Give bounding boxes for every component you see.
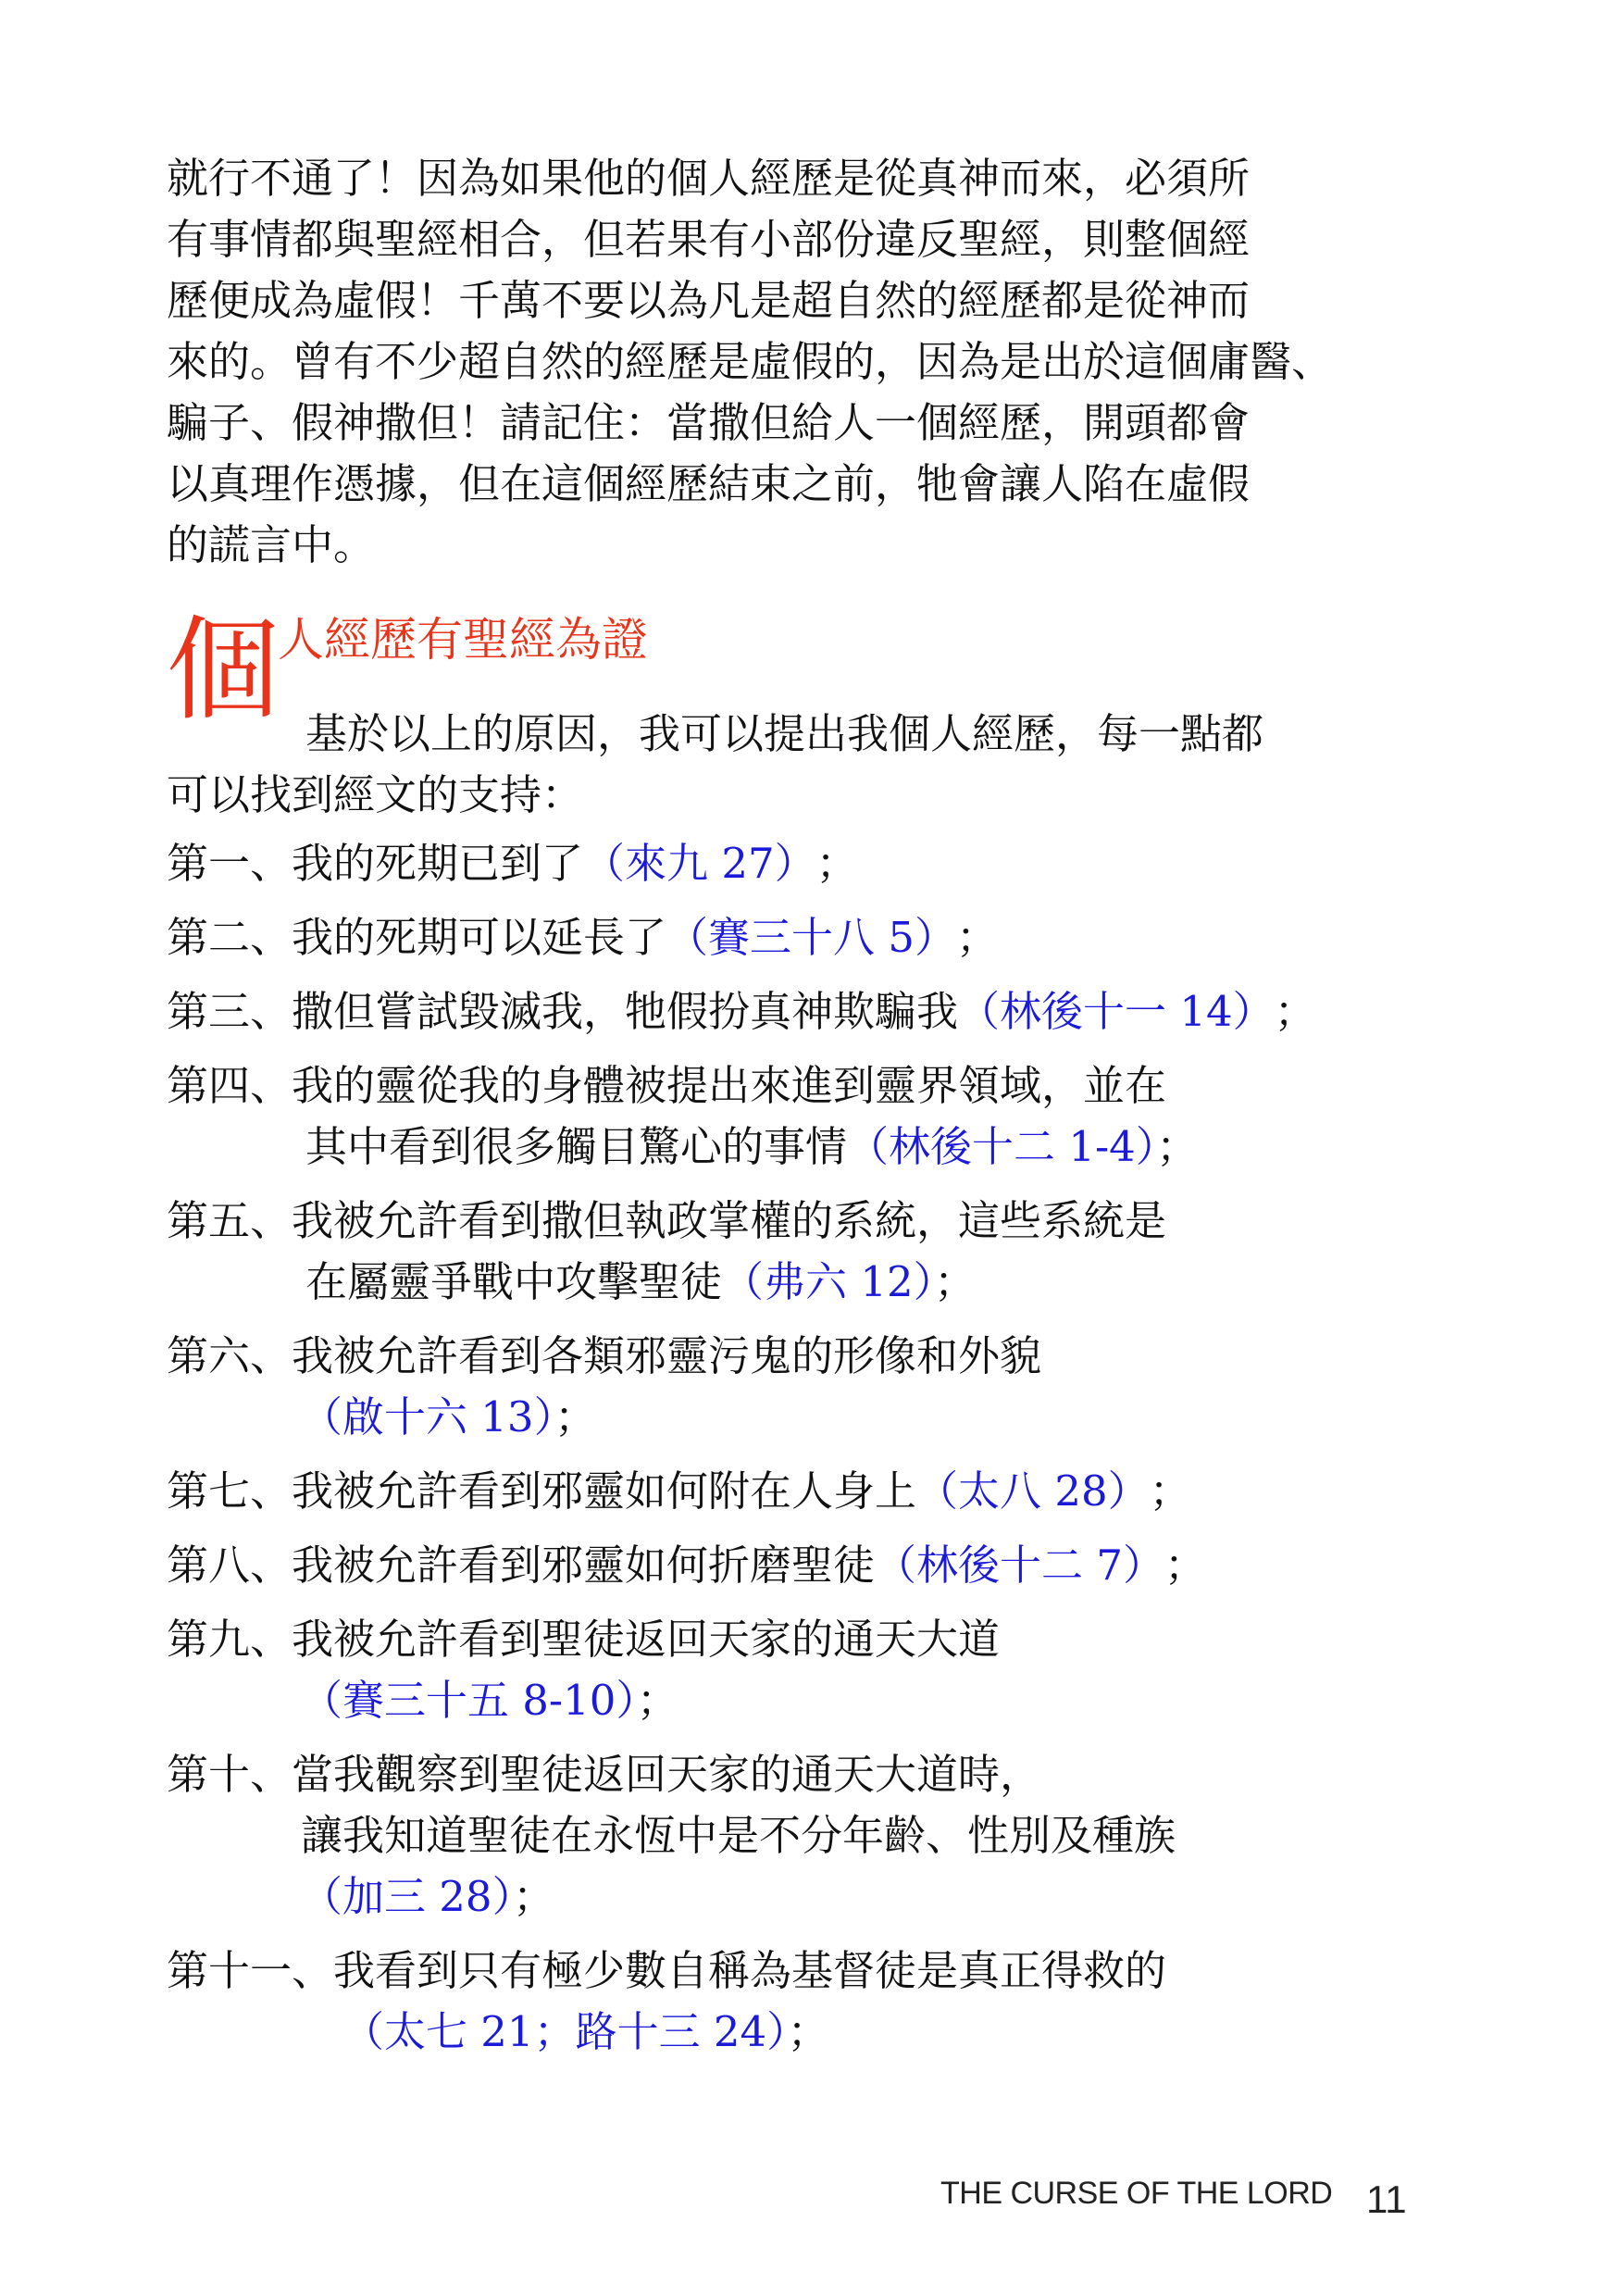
item-text: 我的靈從我的身體被提出來進到靈界領域，並在 [292,1061,1167,1110]
item-end: ； [513,1872,555,1921]
scripture-reference: （林後十二 1-4） [847,1122,1157,1171]
item-text: 我看到只有極少數自稱為基督徒是真正得救的 [333,1946,1167,1995]
section-dropcap: 個 [167,605,280,736]
item-end: ； [934,1257,977,1306]
item-label: 第二、 [167,913,292,962]
item-label: 第五、 [167,1196,292,1245]
intro-line: 以真理作憑據，但在這個經歷結束之前，牠會讓人陷在虛假 [167,459,1251,508]
item-label: 第四、 [167,1061,292,1110]
item-end: ； [955,913,998,962]
section-intro-paragraph [167,704,1425,826]
list-item [167,907,1462,968]
list-item [167,833,1462,894]
section-body-line: 可以找到經文的支持： [167,770,584,819]
running-footer [940,2176,1332,2212]
list-item [167,1940,1462,2063]
scripture-reference: （太八 28） [916,1466,1150,1516]
scripture-reference: （賽三十五 8-10） [301,1676,637,1725]
scripture-reference: （弗六 12） [722,1257,935,1306]
item-text: 我被允許看到聖徒返回天家的通天大道 [292,1615,1001,1664]
evidence-list [167,833,1462,2076]
item-end: ； [1274,987,1316,1036]
item-text: 我被允許看到邪靈如何附在人身上 [292,1466,917,1516]
list-item [167,1055,1462,1178]
item-label: 第八、 [167,1541,292,1590]
list-item [167,981,1462,1042]
item-text: 當我觀察到聖徒返回天家的通天大道時， [292,1750,1042,1799]
list-item [167,1535,1462,1596]
scripture-reference: （賽三十八 5） [666,913,956,962]
item-label: 第十一、 [167,1946,334,1995]
section-heading: 人經歷有聖經為證 [278,613,648,667]
list-item [167,1191,1462,1313]
item-label: 第一、 [167,839,292,888]
item-continuation: 其中看到很多觸目驚心的事情 [305,1122,848,1171]
item-text: 我被允許看到各類邪靈污鬼的形像和外貌 [292,1331,1042,1380]
book-title: THE CURSE OF THE LORD [940,2176,1333,2211]
page-number: 11 [1366,2177,1407,2221]
section-body-line: 基於以上的原因，我可以提出我個人經歷，每一點都 [305,709,1264,758]
item-end: ； [815,839,858,888]
intro-line: 有事情都與聖經相合，但若果有小部份違反聖經，則整個經 [167,215,1251,264]
item-text: 我被允許看到撒但執政掌權的系統，這些系統是 [292,1196,1167,1245]
intro-line: 就行不通了！因為如果他的個人經歷是從真神而來，必須所 [167,154,1251,203]
item-end: ； [1156,1122,1199,1171]
item-text: 我被允許看到邪靈如何折磨聖徒 [292,1541,876,1590]
item-text: 撒但嘗試毀滅我，牠假扮真神欺騙我 [292,987,959,1036]
item-label: 第六、 [167,1331,292,1380]
item-label: 第九、 [167,1615,292,1664]
scripture-reference: （來九 27） [583,839,816,888]
intro-line: 來的。曾有不少超自然的經歷是虛假的，因為是出於這個庸醫、 [167,337,1334,386]
item-text: 我的死期可以延長了 [292,913,667,962]
scripture-reference: （林後十一 14） [958,987,1275,1036]
item-end: ； [636,1676,678,1725]
scripture-reference: （加三 28） [301,1872,514,1921]
item-label: 第三、 [167,987,292,1036]
item-end: ； [787,2007,829,2056]
scripture-reference: （太七 21；路十三 24） [342,2007,788,2056]
list-item [167,1461,1462,1522]
intro-line: 歷便成為虛假！千萬不要以為凡是超自然的經歷都是從神而 [167,276,1251,325]
list-item [167,1609,1462,1731]
list-item [167,1744,1462,1928]
item-text: 我的死期已到了 [292,839,584,888]
scripture-reference: （啟十六 13） [301,1392,555,1441]
list-item [167,1326,1462,1448]
item-end: ； [1164,1541,1206,1590]
item-label: 第七、 [167,1466,292,1516]
item-end: ； [1149,1466,1191,1516]
intro-line: 的謊言中。 [167,520,376,569]
item-label: 第十、 [167,1750,292,1799]
intro-paragraph [167,148,1425,576]
item-continuation: 在屬靈爭戰中攻擊聖徒 [305,1257,723,1306]
item-end: ； [554,1392,597,1441]
intro-line: 騙子、假神撒但！請記住：當撒但給人一個經歷，開頭都會 [167,398,1251,447]
scripture-reference: （林後十二 7） [875,1541,1164,1590]
item-continuation: 讓我知道聖徒在永恆中是不分年齡、性別及種族 [301,1811,1176,1860]
